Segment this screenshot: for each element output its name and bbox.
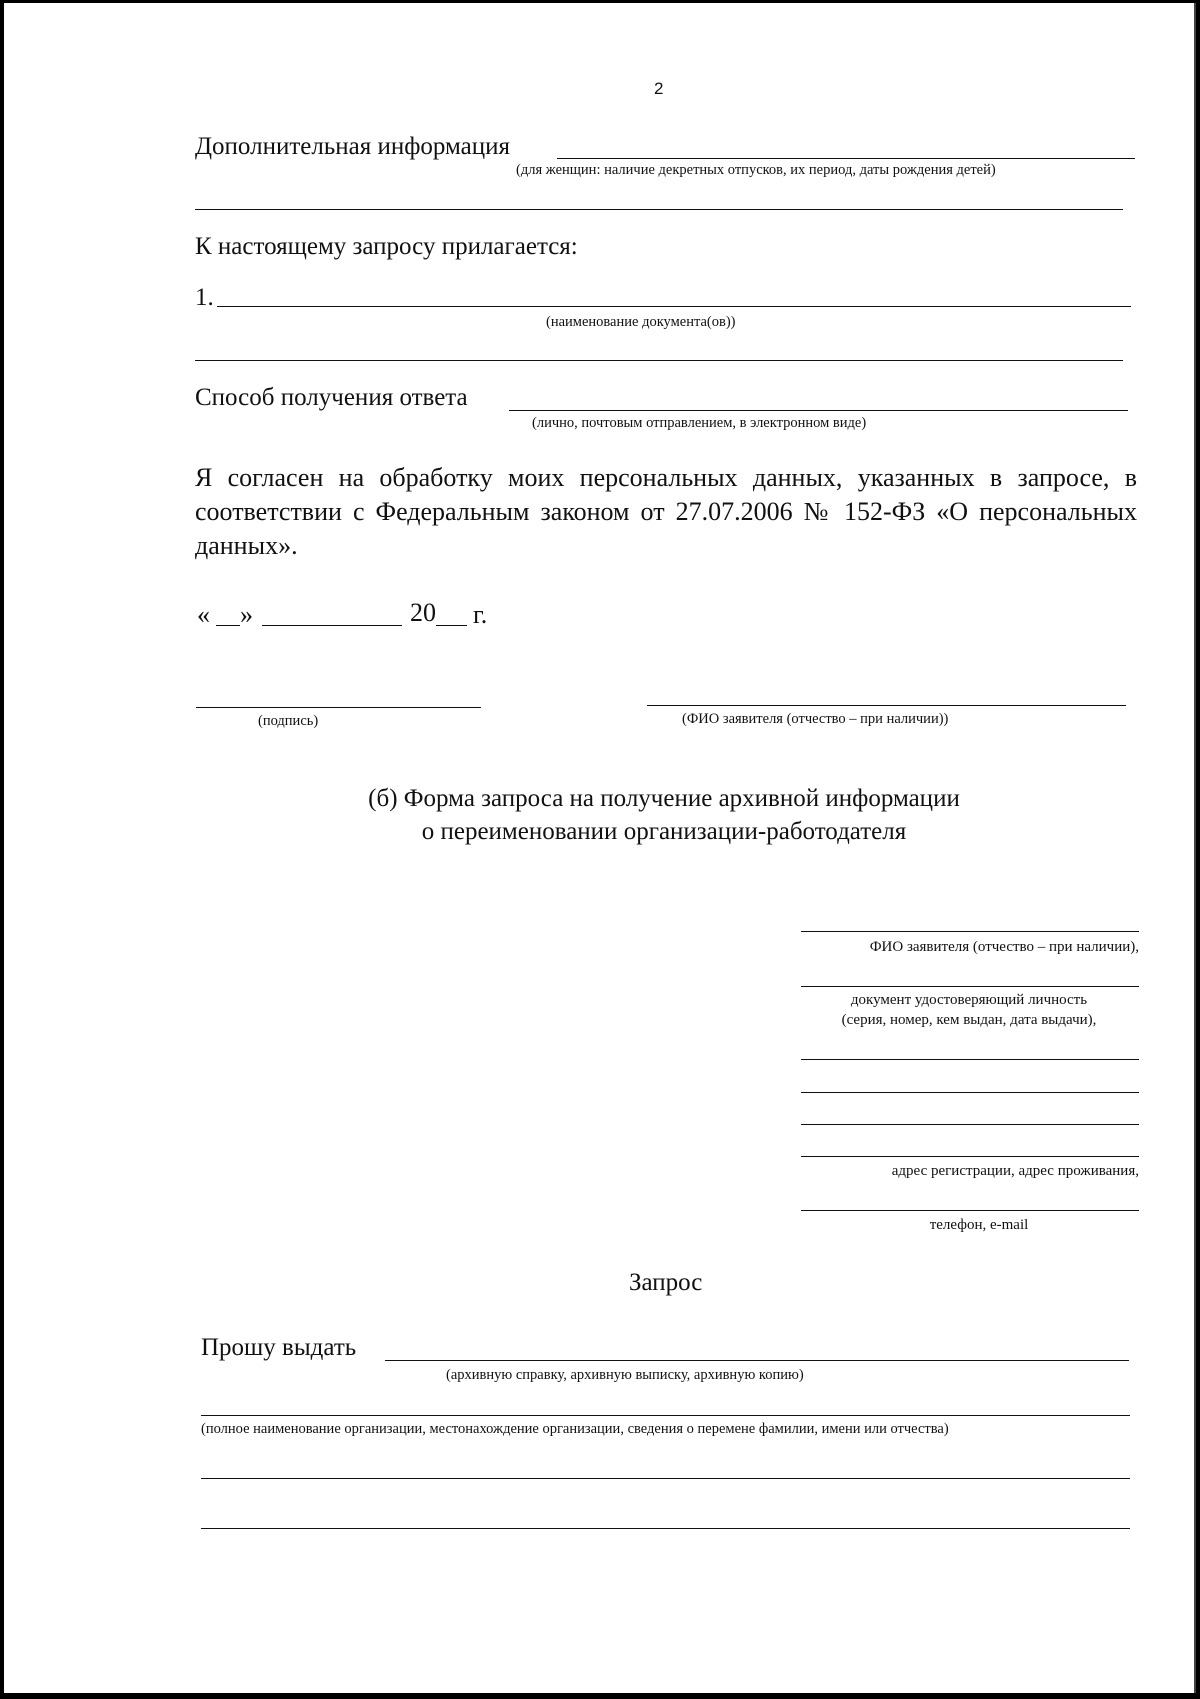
id-document-hint-line2: (серия, номер, кем выдан, дата выдачи), (841, 1012, 1097, 1028)
attachment-hint: (наименование документа(ов)) (546, 314, 736, 330)
address-field-line2[interactable] (801, 1124, 1139, 1125)
additional-info-label: Дополнительная информация (195, 133, 511, 160)
applicant-name-field[interactable] (647, 705, 1126, 706)
address-hint: адрес регистрации, адрес проживания, (891, 1163, 1139, 1179)
delivery-hint: (лично, почтовым отправлением, в электронном виде) (532, 415, 867, 431)
applicant-name-hint-b: ФИО заявителя (отчество – при наличии), (869, 939, 1139, 955)
date-month-field[interactable] (262, 625, 402, 626)
signature-field[interactable] (196, 707, 481, 708)
contact-hint: телефон, e-mail (929, 1217, 1029, 1233)
date-year-prefix: 20 (410, 598, 436, 627)
section-b-title-line2: о переименовании организации-работодателя (421, 818, 907, 845)
address-field-line3[interactable] (801, 1156, 1139, 1157)
additional-info-hint: (для женщин: наличие декретных отпусков, их период, даты рождения детей) (516, 162, 996, 178)
attachment-label: К настоящему запросу прилагается: (195, 233, 578, 260)
delivery-label: Способ получения ответа (195, 384, 468, 411)
attachment-item-field[interactable] (217, 306, 1131, 307)
date-day-field[interactable] (216, 625, 240, 626)
section-b-title-line1: (б) Форма запроса на получение архивной информации (368, 785, 960, 812)
additional-info-field-line2[interactable] (195, 209, 1123, 210)
date-open-quote: « (197, 600, 210, 629)
applicant-name-hint: (ФИО заявителя (отчество – при наличии)) (682, 711, 949, 727)
additional-info-field[interactable] (557, 158, 1135, 159)
request-type-field[interactable] (385, 1360, 1129, 1361)
date-year-field[interactable] (436, 625, 467, 626)
applicant-name-field-b[interactable] (801, 931, 1139, 932)
request-hint: (архивную справку, архивную выписку, архивную копию) (446, 1367, 804, 1383)
organization-field[interactable] (201, 1415, 1130, 1416)
contact-field[interactable] (801, 1210, 1139, 1211)
id-document-field-line2[interactable] (801, 1059, 1139, 1060)
organization-field-line3[interactable] (201, 1528, 1130, 1529)
request-label: Прошу выдать (201, 1334, 357, 1361)
request-heading: Запрос (629, 1269, 703, 1296)
id-document-field[interactable] (801, 986, 1139, 987)
organization-hint: (полное наименование организации, местонахождение организации, сведения о перемене фамилии, имени или отчества) (201, 1421, 949, 1437)
document-page (4, 3, 1196, 1693)
address-field-line1[interactable] (801, 1092, 1139, 1093)
page-number: 2 (654, 79, 664, 98)
id-document-hint-line1: документ удостоверяющий личность (850, 992, 1088, 1008)
organization-field-line2[interactable] (201, 1478, 1130, 1479)
attachment-field-line2[interactable] (195, 360, 1123, 361)
consent-text: Я согласен на обработку моих персональных данных, указанных в запросе, в соответствии с Федеральным законом от 27.07.2006 № 152-ФЗ «О персональных данных». (195, 463, 1137, 560)
date-close-quote: » (240, 600, 253, 629)
attachment-item-number: 1. (195, 284, 214, 311)
delivery-field[interactable] (509, 410, 1128, 411)
signature-hint: (подпись) (258, 713, 319, 729)
date-year-suffix: г. (473, 600, 488, 629)
